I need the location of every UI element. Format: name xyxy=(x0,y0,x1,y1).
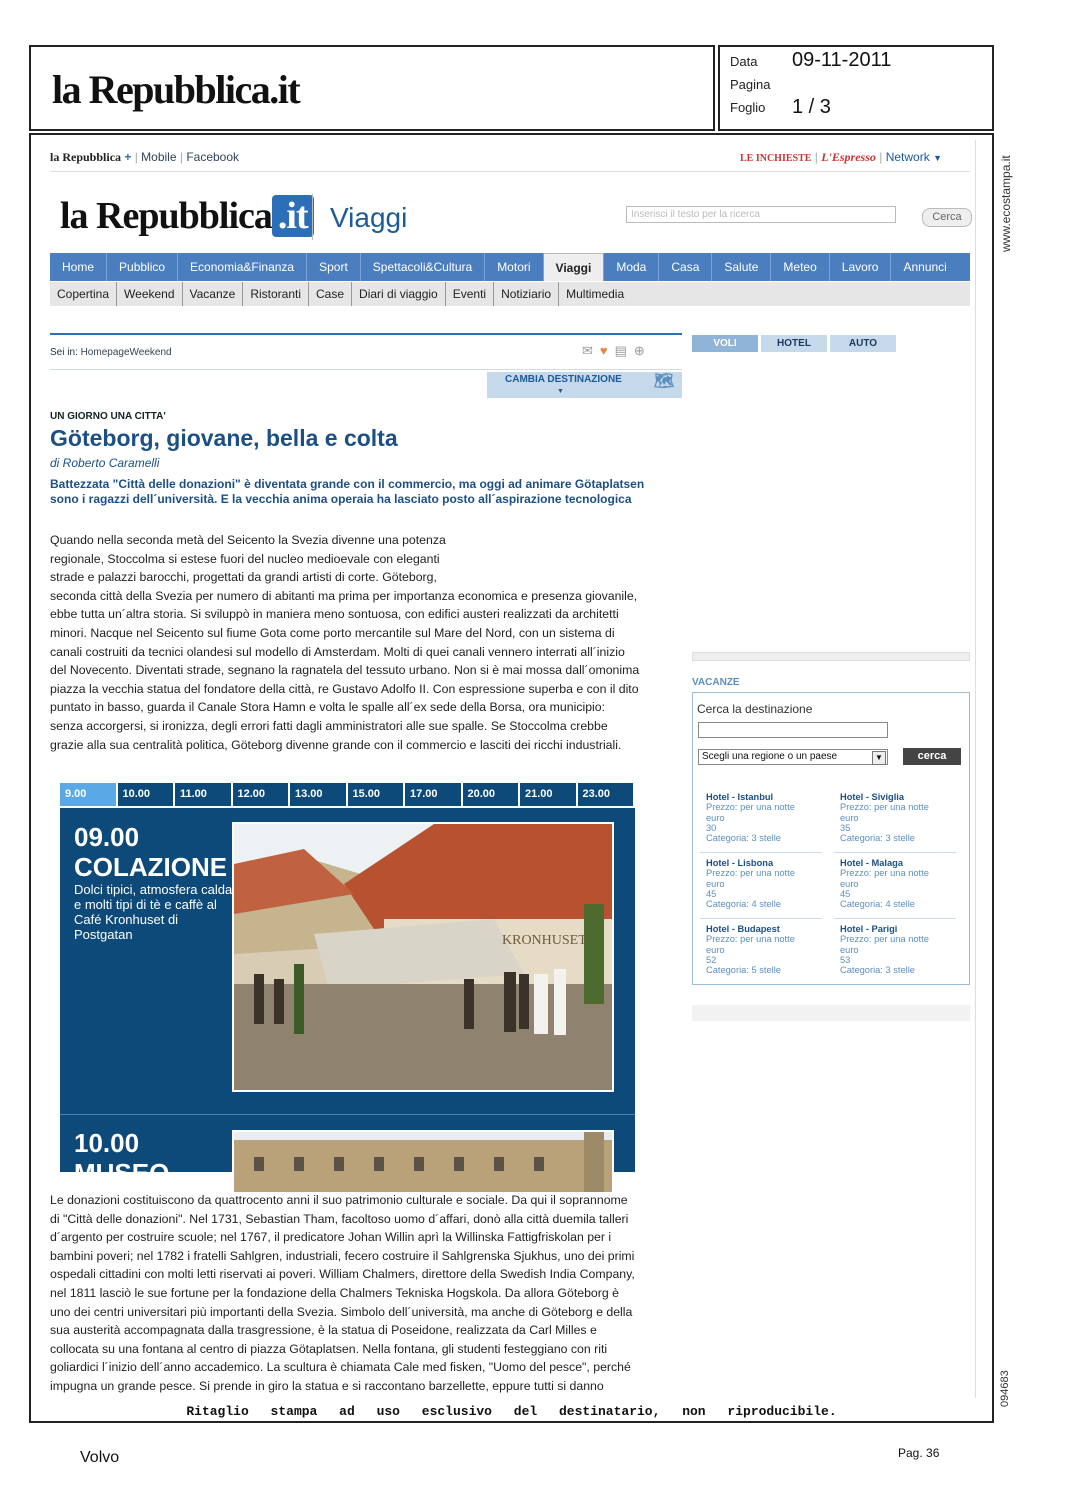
hotel-prezzo: Prezzo: per una notte xyxy=(706,868,795,879)
hotel-item[interactable] xyxy=(706,924,821,975)
text-line: minori. Nacque nel Seicento sul fiume Gota come porto mercantile sul Mare del Nord, con un sistema di xyxy=(50,625,615,640)
hotel-price: 53 xyxy=(840,954,851,965)
hotel-price: 30 xyxy=(706,822,717,833)
hotel-euro: euro xyxy=(840,878,859,889)
vacanze-label: VACANZE xyxy=(692,677,740,688)
section-title: Viaggi xyxy=(330,202,408,233)
nav-annunci[interactable]: Annunci xyxy=(903,260,947,274)
text-line: grazie alla sua centralità politica, Göteborg divenne grande con il commercio e lasciti dei ricchi industriali. xyxy=(50,737,622,752)
article-byline: di Roberto Caramelli xyxy=(50,456,160,470)
timeline-tab[interactable]: 23.00 xyxy=(578,783,634,806)
article-tools xyxy=(582,343,652,359)
hotel-price: 45 xyxy=(706,888,717,899)
hotel-category: Categoria: 3 stelle xyxy=(706,833,781,844)
text-line: uno dei centri universitari più importanti della Svezia. Simbolo dell´università, ma anche di Göteborg e della xyxy=(50,1304,633,1319)
hotel-item[interactable] xyxy=(840,924,955,975)
cafe-photo-illustration xyxy=(234,824,612,1090)
hotel-price: 35 xyxy=(840,822,851,833)
nav-home[interactable]: Home xyxy=(50,253,107,281)
hotel-item[interactable] xyxy=(840,792,955,843)
breadcrumb-rule-bottom xyxy=(50,369,682,370)
side-code-text: 094683 xyxy=(999,1370,1011,1407)
hotel-prezzo: Prezzo: per una notte xyxy=(840,802,929,813)
slide-time: 09.00 xyxy=(74,822,140,852)
hotel-euro: euro xyxy=(706,944,725,955)
hotel-euro: euro xyxy=(840,812,859,823)
timeline-tab[interactable]: 10.00 xyxy=(118,783,174,806)
subnav-diari[interactable]: Diari di viaggio xyxy=(352,282,446,306)
timeline-tab[interactable]: 15.00 xyxy=(348,783,404,806)
slide-divider xyxy=(60,1114,635,1115)
nav-spettacoli[interactable]: Spettacoli&Cultura xyxy=(361,253,485,281)
timeline-tab[interactable]: 17.00 xyxy=(405,783,461,806)
hotel-item[interactable] xyxy=(706,858,821,909)
sidebar-divider xyxy=(692,652,970,661)
hotel-category: Categoria: 3 stelle xyxy=(840,833,915,844)
hotel-divider xyxy=(834,852,956,853)
main-nav xyxy=(50,253,970,281)
cambia-destinazione-button[interactable] xyxy=(487,372,682,398)
slide-title: COLAZIONE xyxy=(74,852,228,882)
text-line: goliardici l´inizio dell´anno accademico. La scultura è chiamata Cale med fisken, "Uomo del pesce", perché xyxy=(50,1360,631,1375)
hotel-category: Categoria: 5 stelle xyxy=(706,965,781,976)
text-line: regionale, Stoccolma si estese fuori del nucleo medioevale con eleganti xyxy=(50,551,440,566)
nav-motori[interactable]: Motori xyxy=(485,253,543,281)
top-links: la Repubblica + | Mobile | Facebook xyxy=(50,150,240,164)
hotel-name: Hotel - Budapest xyxy=(706,924,780,934)
tab-auto[interactable]: AUTO xyxy=(830,335,896,352)
plus-circle-icon[interactable]: ⊕ xyxy=(633,343,652,358)
section-separator xyxy=(312,194,313,240)
timeline-tab[interactable]: 12.00 xyxy=(233,783,289,806)
text-line: strade e palazzi barocchi, progettati da grandi artisti di corte. Göteborg, xyxy=(50,570,437,585)
nav-lavoro[interactable]: Lavoro xyxy=(830,253,892,281)
slide-title: MUSEO xyxy=(74,1158,170,1188)
chevron-down-icon: ▼ xyxy=(933,153,942,163)
subnav-vacanze[interactable]: Vacanze xyxy=(183,282,244,306)
footer-page: Pag. 36 xyxy=(898,1446,940,1460)
top-right-links: LE INCHIESTE | L'Espresso | Network ▼ xyxy=(740,150,942,164)
nav-pubblico[interactable]: Pubblico xyxy=(107,253,178,281)
ecostampa-url xyxy=(997,140,1017,260)
hotel-prezzo: Prezzo: per una notte xyxy=(706,934,795,945)
breadcrumb xyxy=(50,347,172,358)
text-line: piazza la vecchia statua del fondatore della città, re Gustavo Adolfo II. Con espressione superba e con il dito xyxy=(50,681,639,696)
mobile-link[interactable]: Mobile xyxy=(141,150,177,164)
nav-casa[interactable]: Casa xyxy=(659,253,712,281)
ecostampa-text: www.ecostampa.it xyxy=(999,155,1013,252)
nav-meteo[interactable]: Meteo xyxy=(771,253,829,281)
slide-description: Dolci tipici, atmosfera calda e molti tipi di tè e caffè al Café Kronhuset di Postgatan xyxy=(74,882,233,942)
hotel-name: Hotel - Malaga xyxy=(840,858,904,868)
region-select-value: Scegli una regione o un paese xyxy=(702,751,838,762)
article-kicker: UN GIORNO UNA CITTA' xyxy=(50,411,166,422)
subnav-ristoranti[interactable]: Ristoranti xyxy=(243,282,309,306)
world-map-icon: 🗺 xyxy=(653,373,674,390)
mini-logo[interactable]: la Repubblica xyxy=(50,150,122,164)
timeline-tab[interactable]: 9.00 xyxy=(60,783,116,806)
timeline-tab[interactable]: 13.00 xyxy=(290,783,346,806)
search-input[interactable]: Inserisci il testo per la ricerca xyxy=(626,206,896,223)
text-line: seconda città della Svezia per numero di abitanti ma prima per importanza economica e presenza giovanile, xyxy=(50,588,638,603)
text-line: Quando nella seconda metà del Seicento la Svezia divenne una potenza xyxy=(50,533,446,547)
hotel-category: Categoria: 3 stelle xyxy=(840,965,915,976)
text-line: collocata su una fontana al centro di piazza Götaplatsen. Nella fontana, gli studenti festeggiano con riti xyxy=(50,1341,608,1356)
hotel-item[interactable] xyxy=(840,858,955,909)
data-value: 09-11-2011 xyxy=(792,49,892,71)
hotel-category: Categoria: 4 stelle xyxy=(840,899,915,910)
mail-icon[interactable]: ✉ xyxy=(582,343,600,358)
museum-photo xyxy=(232,1130,614,1194)
article-summary: Battezzata "Città delle donazioni" è diventata grande con il commercio, ma oggi ad animare Götaplatsen sono i ragazzi dell´università. E la vecchia anima operaia ha lasciato posto all´aspirazione tecnologica xyxy=(50,477,645,506)
hotel-category: Categoria: 4 stelle xyxy=(706,899,781,910)
svg-text:KRONHUSET: KRONHUSET xyxy=(502,933,587,948)
cerca-button[interactable]: cerca xyxy=(903,748,961,765)
site-logo[interactable] xyxy=(60,194,314,238)
network-link[interactable]: Network xyxy=(885,150,930,164)
hotel-prezzo: Prezzo: per una notte xyxy=(840,868,929,879)
text-line: d´argento per costruire scuole; nel 1767, il predicatore Johan Willin aprì la Willinska Fattigfriskolan per i xyxy=(50,1230,612,1245)
gallery-panel[interactable] xyxy=(60,808,635,1188)
text-line: nel 1811 lasciò le sue fortune per la fondazione della Chalmers Tekniska Hogskola. Da allora Göteborg è xyxy=(50,1285,619,1300)
tab-hotel[interactable]: HOTEL xyxy=(761,335,827,352)
nav-moda[interactable]: Moda xyxy=(604,253,659,281)
hotel-item[interactable] xyxy=(706,792,821,843)
hotel-euro: euro xyxy=(706,812,725,823)
chevron-down-icon: ▼ xyxy=(872,751,886,765)
cafe-photo xyxy=(232,822,614,1092)
text-line: bambini poveri; nel 1782 i fratelli Sahlgren, industriali, fecero costruire il Sahlgrenska Sjukhus, uno dei primi xyxy=(50,1248,635,1263)
text-line: ospedali cittadini con molti letti riservati ai poveri. William Chalmers, direttore della Swedish India Company, xyxy=(50,1267,635,1282)
inchieste-link[interactable]: LE INCHIESTE xyxy=(740,153,812,164)
subnav-eventi[interactable]: Eventi xyxy=(446,282,494,306)
footer-client: Volvo xyxy=(80,1449,120,1466)
ritaglio-notice: Ritaglio stampa ad uso esclusivo del destinatario, non riproducibile. xyxy=(186,1404,837,1419)
hotel-name: Hotel - Lisbona xyxy=(706,858,774,868)
scrollbar[interactable] xyxy=(975,140,986,1398)
hotel-divider xyxy=(700,852,822,853)
breadcrumb-prefix: Sei in: xyxy=(50,347,81,358)
hotel-prezzo: Prezzo: per una notte xyxy=(706,802,795,813)
text-line: sua austerità accompagnata dalla trasgressione, è la statua di Poseidone, realizzata da Carl Milles e xyxy=(50,1323,597,1338)
text-line: di "Città delle donazioni". Nel 1731, Sebastian Tham, facoltoso uomo d´affari, donò alla città duemila talleri xyxy=(50,1211,629,1226)
breadcrumb-link[interactable]: HomepageWeekend xyxy=(80,347,172,358)
hotel-euro: euro xyxy=(840,944,859,955)
timeline-tab[interactable]: 21.00 xyxy=(520,783,576,806)
text-line: Le donazioni costituiscono da quattrocento anni il suo patrimonio culturale e sociale. Da qui il soprannome xyxy=(50,1193,628,1207)
top-divider xyxy=(50,171,970,172)
nav-sport[interactable]: Sport xyxy=(307,253,361,281)
hotel-euro: euro xyxy=(706,878,725,889)
subnav-notiziario[interactable]: Notiziario xyxy=(494,282,559,306)
article-paragraph-1 xyxy=(50,531,685,754)
subnav-case[interactable]: Case xyxy=(309,282,352,306)
subnav-multimedia[interactable]: Multimedia xyxy=(566,287,625,301)
text-line: del Novecento. Diventati strade, segnano la ragnatela del tessuto urbano. Non si è mai mossa dall´omonima xyxy=(50,663,640,678)
foglio-label: Foglio xyxy=(730,100,766,115)
article-paragraph-2 xyxy=(50,1191,690,1396)
plus-icon: + xyxy=(124,150,132,164)
hotel-name: Hotel - Istanbul xyxy=(706,792,774,802)
hotel-price: 52 xyxy=(706,954,717,965)
bookmark-icon[interactable]: ♥ xyxy=(599,343,615,358)
site-logo-suffix: .it xyxy=(272,195,314,237)
sidebar-bottom-bar xyxy=(692,1005,970,1021)
text-line: impugna un grande pesce. Si prende in giro la statua e si raccontano barzellette, eppure tutti si danno xyxy=(50,1378,604,1393)
hotel-divider xyxy=(700,918,822,919)
print-icon[interactable]: ▤ xyxy=(614,343,634,358)
destination-input[interactable] xyxy=(698,722,888,738)
breadcrumb-rule xyxy=(50,333,682,335)
nav-salute[interactable]: Salute xyxy=(712,253,771,281)
hotel-divider xyxy=(834,918,956,919)
chevron-down-icon: ▼ xyxy=(557,388,564,395)
subnav-copertina[interactable]: Copertina xyxy=(50,282,117,306)
cambia-label: CAMBIA DESTINAZIONE xyxy=(505,374,622,385)
nav-economia[interactable]: Economia&Finanza xyxy=(178,253,307,281)
cerca-destinazione-label: Cerca la destinazione xyxy=(697,702,813,716)
hotel-name: Hotel - Siviglia xyxy=(840,792,905,802)
text-line: ebbe tutta un´altra storia. Si sviluppò in maniera meno sontuosa, con edifici austeri realizzati da architetti xyxy=(50,607,619,622)
museum-photo-illustration xyxy=(234,1132,612,1192)
slide-time: 10.00 xyxy=(74,1128,140,1158)
article-title: Göteborg, giovane, bella e colta xyxy=(50,425,398,451)
hotel-name: Hotel - Parigi xyxy=(840,924,898,934)
timeline-tab[interactable]: 11.00 xyxy=(175,783,231,806)
text-line: senza accorgersi, si ironizza, degli errori fatti dagli amministratori alle sue spalle. Se Stoccolma crebbe xyxy=(50,718,608,733)
search-button[interactable]: Cerca xyxy=(922,208,972,227)
text-line: canali costruiti da tecnici olandesi sul modello di Amsterdam. Molti di quei canali vennero interrati all´inizio xyxy=(50,644,625,659)
nav-viaggi[interactable]: Viaggi xyxy=(544,253,605,281)
hotel-prezzo: Prezzo: per una notte xyxy=(840,934,929,945)
side-code xyxy=(997,1365,1017,1410)
pagina-label: Pagina xyxy=(730,77,771,92)
data-label: Data xyxy=(730,54,758,69)
espresso-link[interactable]: L'Espresso xyxy=(821,150,876,164)
facebook-link[interactable]: Facebook xyxy=(186,150,240,164)
foglio-value: 1 / 3 xyxy=(792,96,831,118)
site-logo-text: la Repubblica xyxy=(60,195,272,237)
timeline-tab[interactable]: 20.00 xyxy=(463,783,519,806)
text-line: puntato in basso, guarda il Canale Stora Hamn e volta le spalle all´ex sede della Borsa, ora municipio: xyxy=(50,700,606,715)
booking-tabs xyxy=(692,335,899,352)
clipping-logo: la Repubblica.it xyxy=(52,67,300,112)
sub-nav xyxy=(50,282,970,306)
region-select[interactable] xyxy=(698,749,888,765)
gallery-timeline xyxy=(60,783,635,806)
tab-voli[interactable]: VOLI xyxy=(692,335,758,352)
subnav-weekend[interactable]: Weekend xyxy=(117,282,182,306)
hotel-price: 45 xyxy=(840,888,851,899)
